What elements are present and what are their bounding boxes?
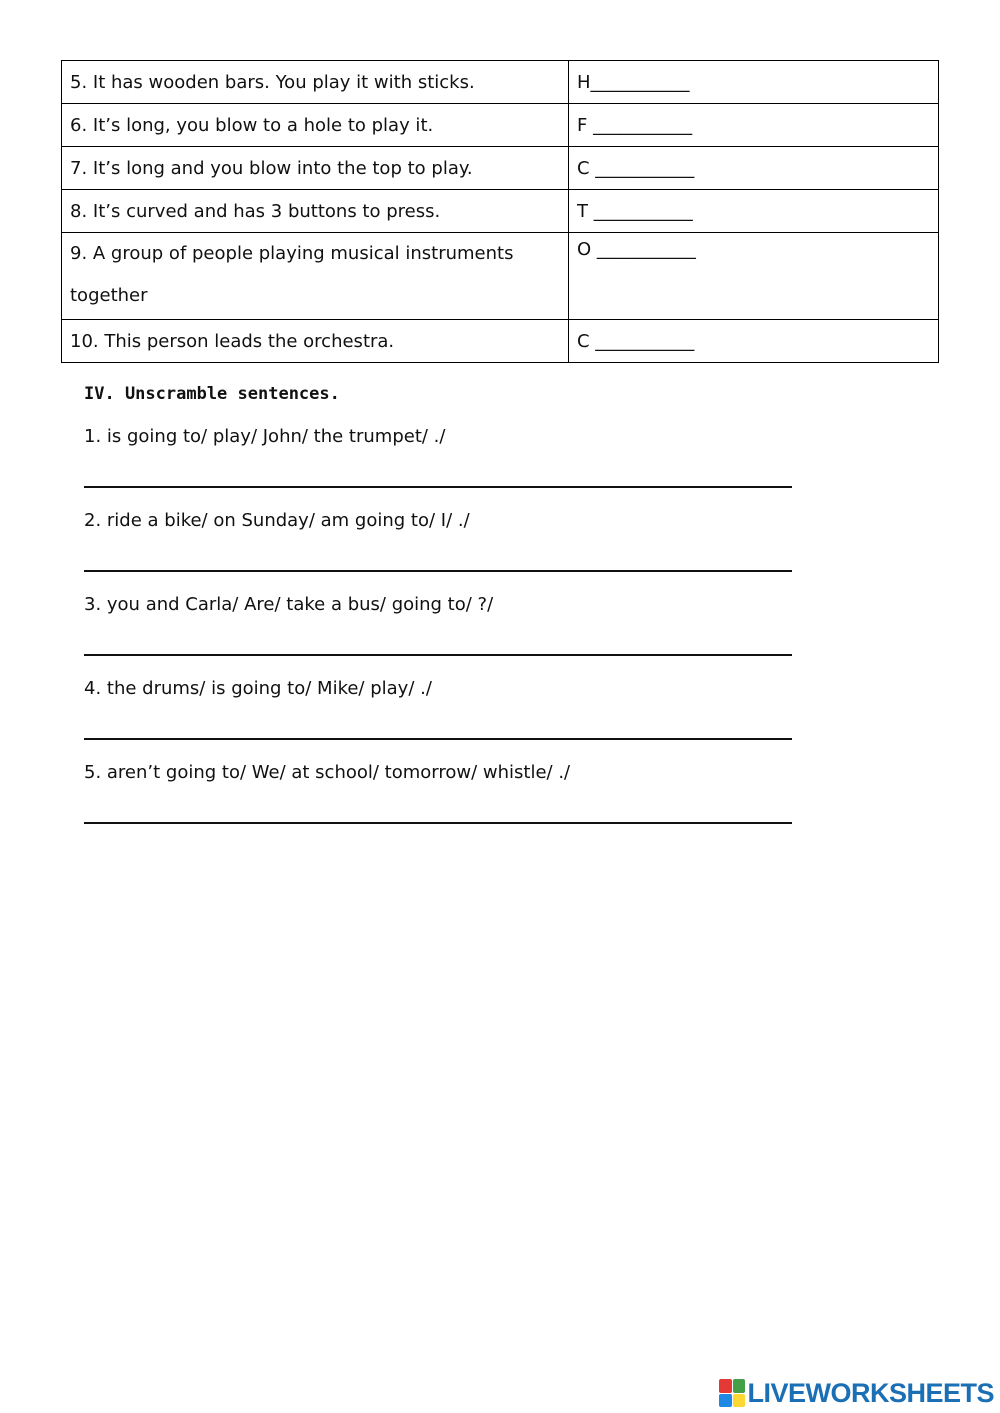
logo-blocks-icon (719, 1379, 745, 1407)
table-row (62, 320, 939, 363)
logo-block (719, 1394, 732, 1408)
answer-line[interactable] (84, 570, 792, 572)
scramble-item: 2. ride a bike/ on Sunday/ am going to/ I/ ./ (84, 510, 470, 531)
clue-cell: 7. It’s long and you blow into the top to play. (62, 147, 569, 190)
scramble-item: 5. aren’t going to/ We/ at school/ tomorrow/ whistle/ ./ (84, 762, 571, 783)
answer-line[interactable] (84, 486, 792, 488)
logo-block (719, 1379, 732, 1393)
clue-cell: 10. This person leads the orchestra. (62, 320, 569, 363)
answer-cell[interactable]: F ___________ (569, 104, 939, 147)
liveworksheets-logo (719, 1378, 994, 1408)
clue-cell: 6. It’s long, you blow to a hole to play it. (62, 104, 569, 147)
logo-text: LIVEWORKSHEETS (747, 1378, 994, 1408)
scramble-item: 1. is going to/ play/ John/ the trumpet/ ./ (84, 426, 446, 447)
clue-cell: 9. A group of people playing musical instruments together (62, 233, 569, 320)
answer-cell[interactable]: H___________ (569, 61, 939, 104)
answer-cell[interactable]: C ___________ (569, 147, 939, 190)
table-row (62, 104, 939, 147)
section-title: IV. Unscramble sentences. (84, 384, 340, 404)
logo-block (733, 1394, 746, 1408)
clue-table (61, 60, 939, 363)
table-row (62, 147, 939, 190)
answer-cell[interactable]: O ___________ (569, 233, 939, 320)
logo-block (733, 1379, 746, 1393)
answer-line[interactable] (84, 822, 792, 824)
clue-cell: 5. It has wooden bars. You play it with sticks. (62, 61, 569, 104)
table-row (62, 233, 939, 320)
answer-cell[interactable]: T ___________ (569, 190, 939, 233)
table-row (62, 61, 939, 104)
answer-line[interactable] (84, 654, 792, 656)
table-row (62, 190, 939, 233)
answer-line[interactable] (84, 738, 792, 740)
scramble-item: 3. you and Carla/ Are/ take a bus/ going to/ ?/ (84, 594, 494, 615)
scramble-item: 4. the drums/ is going to/ Mike/ play/ ./ (84, 678, 432, 699)
clue-cell: 8. It’s curved and has 3 buttons to press. (62, 190, 569, 233)
answer-cell[interactable]: C ___________ (569, 320, 939, 363)
